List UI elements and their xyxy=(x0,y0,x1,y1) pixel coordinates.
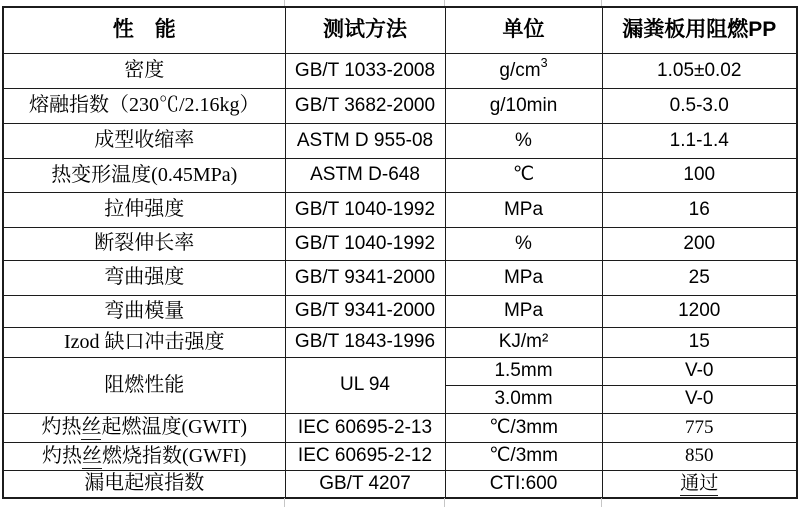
method-cell: ASTM D-648 xyxy=(285,158,445,192)
pass-text: 通过 xyxy=(680,472,719,494)
table-row-cti xyxy=(3,470,797,498)
unit-cell: ℃/3mm xyxy=(445,442,602,470)
property-cell: 漏电起痕指数 xyxy=(3,470,285,498)
table-row-tensile-strength xyxy=(3,192,797,227)
method-cell: GB/T 4207 xyxy=(285,470,445,498)
value-cell: 0.5-3.0 xyxy=(602,88,797,123)
gridline-stub xyxy=(284,0,285,6)
header-property: 性 能 xyxy=(3,7,285,53)
property-cell: 阻燃性能 xyxy=(3,357,285,413)
property-cell xyxy=(3,413,285,442)
value-cell: 25 xyxy=(602,260,797,295)
table-row-flexural-strength xyxy=(3,260,797,295)
unit-cell: 3.0mm xyxy=(445,385,602,413)
value-cell: 1.05±0.02 xyxy=(602,53,797,88)
gridline-stub xyxy=(444,498,445,507)
property-cell: Izod 缺口冲击强度 xyxy=(3,327,285,357)
unit-cell: ℃ xyxy=(445,158,602,192)
method-cell: GB/T 9341-2000 xyxy=(285,295,445,327)
unit-cell: ℃/3mm xyxy=(445,413,602,442)
table-row-elongation xyxy=(3,227,797,260)
table-row-mold-shrinkage xyxy=(3,123,797,158)
table-row-flexural-modulus xyxy=(3,295,797,327)
value-cell: V-0 xyxy=(602,357,797,385)
property-text: 燃烧指数(GWFI) xyxy=(102,444,247,467)
method-cell: UL 94 xyxy=(285,357,445,413)
property-text: 起燃温度(GWIT) xyxy=(101,416,248,438)
method-cell: GB/T 1843-1996 xyxy=(285,327,445,357)
unit-base: g/cm xyxy=(499,59,541,81)
unit-cell xyxy=(445,53,602,88)
property-text: 灼热 xyxy=(42,444,83,467)
property-cell xyxy=(3,442,285,470)
table-row-melt-index xyxy=(3,88,797,123)
unit-cell: MPa xyxy=(445,295,602,327)
method-cell: GB/T 1033-2008 xyxy=(285,53,445,88)
value-cell: 16 xyxy=(602,192,797,227)
unit-cell: MPa xyxy=(445,192,602,227)
table-row-flammability-1 xyxy=(3,357,797,385)
unit-cell: g/10min xyxy=(445,88,602,123)
value-cell: 15 xyxy=(602,327,797,357)
table-row-izod-impact xyxy=(3,327,797,357)
value-cell xyxy=(602,470,797,498)
header-unit: 单位 xyxy=(445,7,602,53)
gridline-stub xyxy=(284,498,285,507)
material-spec-table xyxy=(2,6,798,499)
table-header-row xyxy=(3,7,797,53)
unit-cell: 1.5mm xyxy=(445,357,602,385)
unit-cell: KJ/m² xyxy=(445,327,602,357)
property-cell: 弯曲强度 xyxy=(3,260,285,295)
method-cell: GB/T 9341-2000 xyxy=(285,260,445,295)
value-cell: V-0 xyxy=(602,385,797,413)
unit-cell: % xyxy=(445,227,602,260)
property-underlined-char: 丝 xyxy=(81,416,102,438)
method-cell: GB/T 3682-2000 xyxy=(285,88,445,123)
table-row-gwit xyxy=(3,413,797,442)
table-row-hdt xyxy=(3,158,797,192)
value-cell: 200 xyxy=(602,227,797,260)
method-cell: IEC 60695-2-12 xyxy=(285,442,445,470)
header-grade: 漏粪板用阻燃PP xyxy=(602,7,797,53)
unit-cell: % xyxy=(445,123,602,158)
table-row-density xyxy=(3,53,797,88)
property-cell: 热变形温度(0.45MPa) xyxy=(3,158,285,192)
method-cell: GB/T 1040-1992 xyxy=(285,227,445,260)
table-row-gwfi xyxy=(3,442,797,470)
method-cell: GB/T 1040-1992 xyxy=(285,192,445,227)
property-cell: 熔融指数（230℃/2.16kg） xyxy=(3,88,285,123)
value-cell: 1200 xyxy=(602,295,797,327)
value-cell: 775 xyxy=(602,413,797,442)
property-cell: 成型收缩率 xyxy=(3,123,285,158)
unit-superscript: 3 xyxy=(540,56,548,71)
value-cell: 100 xyxy=(602,158,797,192)
property-cell: 拉伸强度 xyxy=(3,192,285,227)
property-text: 灼热 xyxy=(41,416,82,438)
property-cell: 弯曲模量 xyxy=(3,295,285,327)
unit-cell: CTI:600 xyxy=(445,470,602,498)
property-cell: 断裂伸长率 xyxy=(3,227,285,260)
gridline-stub xyxy=(601,0,602,6)
method-cell: IEC 60695-2-13 xyxy=(285,413,445,442)
property-underlined-char: 丝 xyxy=(82,444,103,467)
header-method: 测试方法 xyxy=(285,7,445,53)
value-cell: 1.1-1.4 xyxy=(602,123,797,158)
gridline-stub xyxy=(444,0,445,6)
method-cell: ASTM D 955-08 xyxy=(285,123,445,158)
property-cell: 密度 xyxy=(3,53,285,88)
gridline-stub xyxy=(601,498,602,507)
unit-cell: MPa xyxy=(445,260,602,295)
value-cell: 850 xyxy=(602,442,797,470)
